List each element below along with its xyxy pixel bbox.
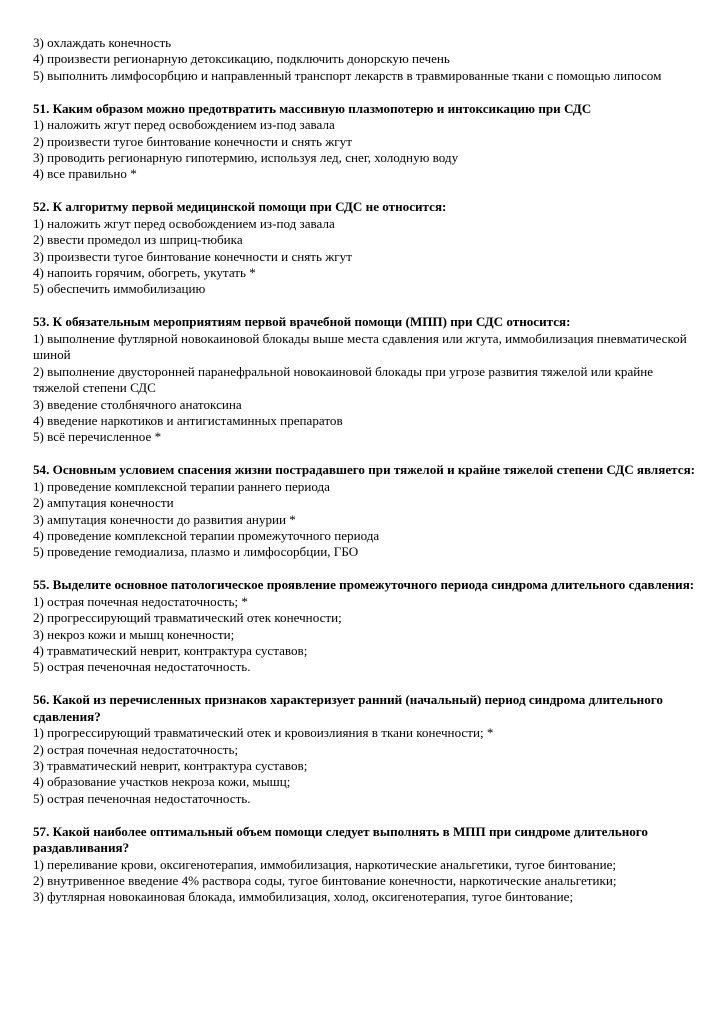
answer-option: 3) некроз кожи и мышц конечности;	[33, 626, 235, 642]
answer-option: 4) напоить горячим, обогреть, укутать *	[33, 265, 256, 281]
answer-option: 1) острая почечная недостаточность; *	[33, 593, 248, 609]
answer-option: 3) произвести тугое бинтование конечности и снять жгут	[33, 248, 352, 264]
answer-option: 2) внутривенное введение 4% раствора соды, тугое бинтование конечности, наркотические анальгетики;	[33, 873, 617, 889]
answer-option: 5) всё перечисленное *	[33, 429, 162, 445]
answer-option: 3) травматический неврит, контрактура суставов;	[33, 758, 308, 773]
question-51	[33, 101, 695, 183]
question-title: 54. Основным условием спасения жизни пострадавшего при тяжелой и крайне тяжелой степени СДС является:	[33, 462, 696, 478]
answer-option: 2) произвести тугое бинтование конечности и снять жгут	[33, 133, 352, 149]
answer-option: 5) острая печеночная недостаточность.	[33, 659, 251, 675]
answer-option: 1) проведение комплексной терапии раннего периода	[33, 478, 330, 494]
answer-option: 2) острая почечная недостаточность;	[33, 741, 239, 757]
answer-option: 3) футлярная новокаиновая блокада, иммобилизация, холод, оксигенотерапия, тугое бинтование;	[33, 889, 574, 905]
answer-option: 2) ампутация конечности	[33, 495, 174, 511]
document-content	[33, 35, 695, 906]
intro-options	[33, 35, 695, 84]
answer-option: 2) ввести промедол из шприц-тюбика	[33, 232, 243, 248]
answer-option: 3) ампутация конечности до развития анурии *	[33, 511, 296, 527]
question-title: 55. Выделите основное патологическое проявление промежуточного периода синдрома длительного сдавления:	[33, 577, 695, 593]
answer-option: 5) острая печеночная недостаточность.	[33, 790, 251, 806]
answer-option: 4) проведение комплексной терапии промежуточного периода	[33, 527, 380, 543]
answer-option: 3) введение столбнячного анатоксина	[33, 396, 242, 412]
answer-option: 1) переливание крови, оксигенотерапия, иммобилизация, наркотические анальгетики, тугое бинтование;	[33, 856, 617, 872]
answer-option: 4) травматический неврит, контрактура суставов;	[33, 642, 308, 658]
answer-option: 5) выполнить лимфосорбцию и направленный транспорт лекарств в травмированные ткани с помощью липосом	[33, 67, 662, 83]
question-53	[33, 314, 695, 445]
answer-option: 4) образование участков некроза кожи, мышц;	[33, 774, 291, 790]
question-title: 57. Какой наиболее оптимальный объем помощи следует выполнять в МПП при синдроме длительного раздавливания?	[33, 823, 648, 856]
answer-option: 1) наложить жгут перед освобождением из-под завала	[33, 215, 335, 231]
question-52	[33, 199, 695, 297]
question-56	[33, 692, 695, 807]
answer-option: 4) введение наркотиков и антигистаминных препаратов	[33, 412, 343, 428]
question-title: 56. Какой из перечисленных признаков характеризует ранний (начальный) период синдрома длительного сдавления?	[33, 692, 663, 724]
question-57	[33, 824, 695, 906]
answer-option: 1) прогрессирующий травматический отек и кровоизлияния в ткани конечности; *	[33, 725, 494, 741]
answer-option: 3) проводить регионарную гипотермию, используя лед, снег, холодную воду	[33, 150, 459, 166]
question-54	[33, 462, 695, 560]
answer-option: 1) выполнение футлярной новокаиновой блокады выше места сдавления или жгута, иммобилизация пневматической шиной	[33, 330, 687, 363]
question-title: 53. К обязательным мероприятиям первой врачебной помощи (МПП) при СДС относится:	[33, 314, 571, 330]
question-title: 51. Каким образом можно предотвратить массивную плазмопотерю и интоксикацию при СДС	[33, 100, 592, 116]
answer-option: 4) произвести регионарную детоксикацию, подключить донорскую печень	[33, 51, 450, 67]
answer-option: 5) обеспечить иммобилизацию	[33, 281, 206, 297]
answer-option: 3) охлаждать конечность	[33, 35, 172, 50]
question-55	[33, 577, 695, 675]
answer-option: 2) выполнение двусторонней паранефральной новокаиновой блокады при угрозе развития тяжелой или крайне тяжелой степени СДС	[33, 363, 654, 396]
answer-option: 5) проведение гемодиализа, плазмо и лимфосорбции, ГБО	[33, 544, 359, 560]
answer-option: 1) наложить жгут перед освобождением из-под завала	[33, 117, 335, 133]
question-title: 52. К алгоритму первой медицинской помощи при СДС не относится:	[33, 199, 447, 215]
answer-option: 2) прогрессирующий травматический отек конечности;	[33, 610, 342, 626]
answer-option: 4) все правильно *	[33, 166, 137, 182]
